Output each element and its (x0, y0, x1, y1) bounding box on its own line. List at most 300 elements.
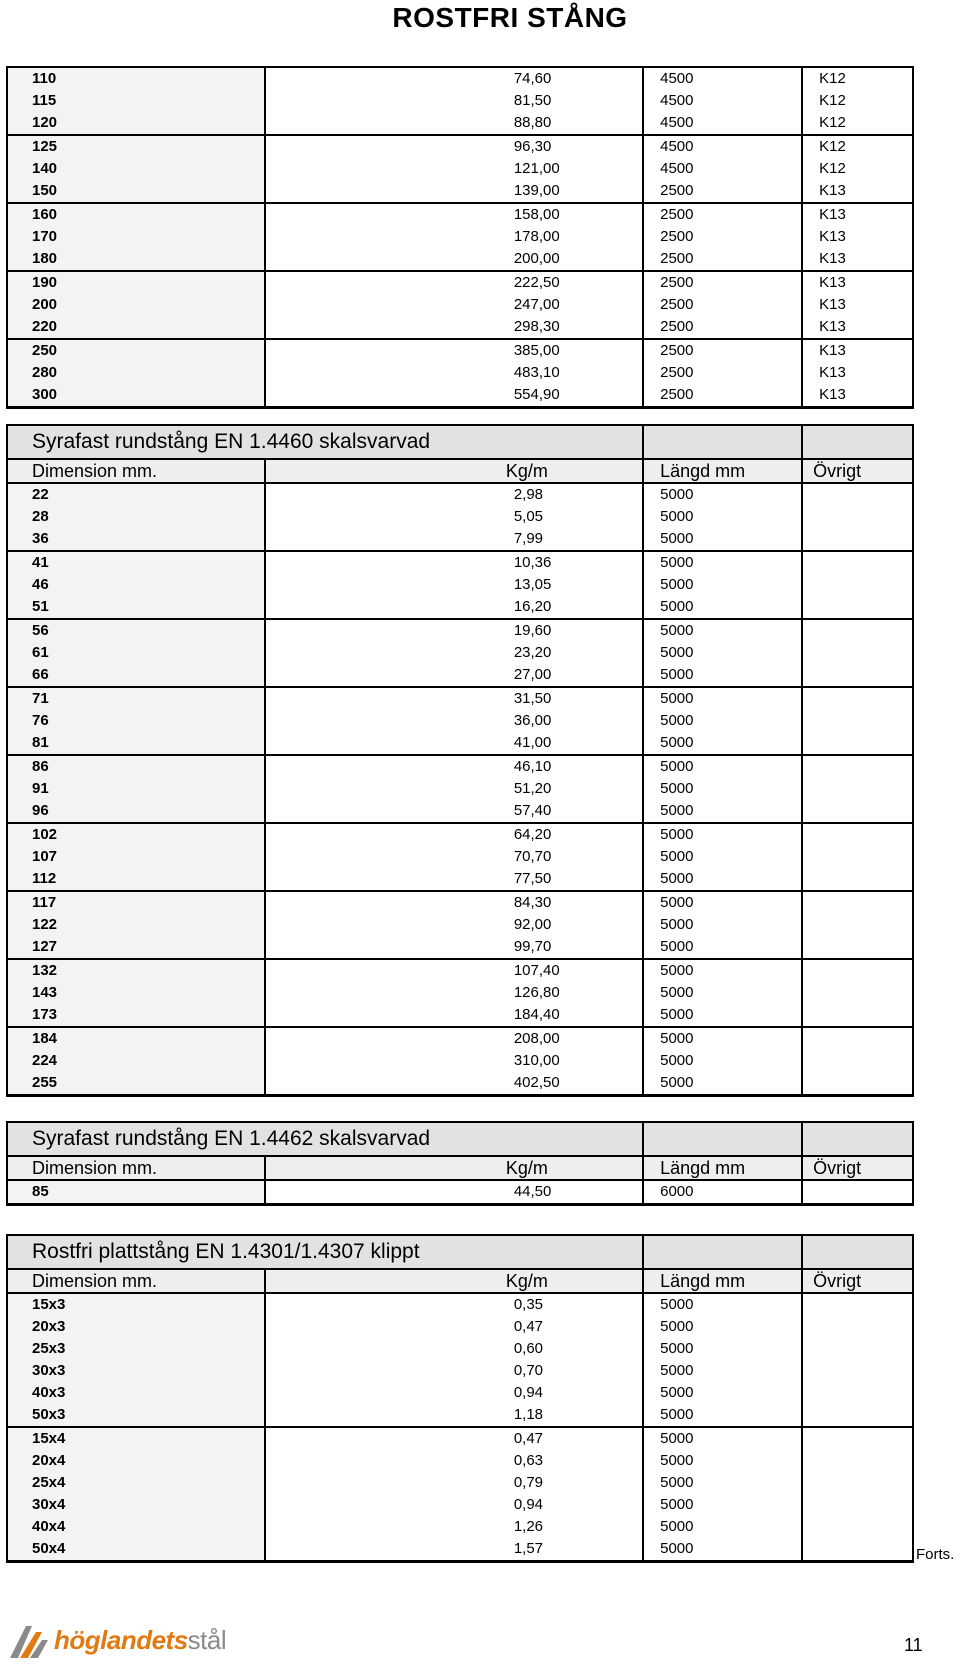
other-cell (802, 959, 913, 982)
weight-cell: 0,94 (265, 1382, 643, 1404)
dimension-cell: 200 (7, 294, 265, 316)
length-cell: 5000 (643, 800, 802, 823)
length-cell: 2500 (643, 248, 802, 271)
header-weight: Kg/m (265, 1269, 643, 1293)
table-row (7, 914, 913, 936)
table-row (7, 959, 913, 982)
dimension-cell: 36 (7, 528, 265, 551)
table-row (7, 710, 913, 732)
header-other: Övrigt (802, 1269, 913, 1293)
weight-cell: 200,00 (265, 248, 643, 271)
table-row (7, 1450, 913, 1472)
weight-cell: 402,50 (265, 1072, 643, 1096)
dimension-cell: 30x4 (7, 1494, 265, 1516)
header-weight: Kg/m (265, 1156, 643, 1180)
table-row (7, 1316, 913, 1338)
length-cell: 4500 (643, 135, 802, 158)
table-row (7, 316, 913, 339)
weight-cell: 178,00 (265, 226, 643, 248)
length-cell: 5000 (643, 778, 802, 800)
dimension-cell: 224 (7, 1050, 265, 1072)
table-row (7, 1050, 913, 1072)
other-cell: K13 (802, 339, 913, 362)
header-dimension: Dimension mm. (7, 1269, 265, 1293)
other-cell (802, 1027, 913, 1050)
length-cell: 4500 (643, 90, 802, 112)
page-title: ROSTFRI STÅNG (392, 2, 628, 33)
weight-cell: 298,30 (265, 316, 643, 339)
dimension-cell: 220 (7, 316, 265, 339)
table-row (7, 67, 913, 90)
length-cell: 2500 (643, 384, 802, 408)
section-title-filler (802, 1235, 913, 1269)
dimension-cell: 50x4 (7, 1538, 265, 1562)
table-row (7, 1404, 913, 1427)
dimension-cell: 180 (7, 248, 265, 271)
other-cell: K13 (802, 203, 913, 226)
length-cell: 5000 (643, 982, 802, 1004)
other-cell: K13 (802, 226, 913, 248)
section-title-filler (643, 1235, 802, 1269)
length-cell: 5000 (643, 1338, 802, 1360)
table-row (7, 619, 913, 642)
header-length: Längd mm (643, 1156, 802, 1180)
other-cell (802, 800, 913, 823)
other-cell (802, 574, 913, 596)
dimension-cell: 300 (7, 384, 265, 408)
table-row (7, 1494, 913, 1516)
length-cell: 5000 (643, 551, 802, 574)
other-cell (802, 551, 913, 574)
table-row (7, 180, 913, 203)
length-cell: 2500 (643, 362, 802, 384)
length-cell: 5000 (643, 1050, 802, 1072)
length-cell: 5000 (643, 732, 802, 755)
table-row (7, 574, 913, 596)
length-cell: 2500 (643, 271, 802, 294)
other-cell (802, 1450, 913, 1472)
dimension-cell: 61 (7, 642, 265, 664)
weight-cell: 2,98 (265, 483, 643, 506)
header-other: Övrigt (802, 1156, 913, 1180)
table-row (7, 846, 913, 868)
length-cell: 5000 (643, 936, 802, 959)
dimension-cell: 20x3 (7, 1316, 265, 1338)
other-cell: K13 (802, 316, 913, 339)
other-cell (802, 1404, 913, 1427)
dimension-cell: 40x4 (7, 1516, 265, 1538)
weight-cell: 0,60 (265, 1338, 643, 1360)
dimension-cell: 110 (7, 67, 265, 90)
weight-cell: 10,36 (265, 551, 643, 574)
other-cell: K12 (802, 135, 913, 158)
dimension-cell: 125 (7, 135, 265, 158)
table-row (7, 1293, 913, 1316)
table-row (7, 112, 913, 135)
length-cell: 5000 (643, 596, 802, 619)
header-length: Längd mm (643, 459, 802, 483)
table-row (7, 158, 913, 180)
weight-cell: 70,70 (265, 846, 643, 868)
dimension-cell: 66 (7, 664, 265, 687)
other-cell: K13 (802, 248, 913, 271)
dimension-cell: 15x4 (7, 1427, 265, 1450)
weight-cell: 158,00 (265, 203, 643, 226)
dimension-cell: 46 (7, 574, 265, 596)
weight-cell: 74,60 (265, 67, 643, 90)
other-cell: K12 (802, 112, 913, 135)
weight-cell: 92,00 (265, 914, 643, 936)
dimension-cell: 150 (7, 180, 265, 203)
length-cell: 5000 (643, 1027, 802, 1050)
length-cell: 5000 (643, 846, 802, 868)
weight-cell: 121,00 (265, 158, 643, 180)
other-cell (802, 710, 913, 732)
other-cell (802, 846, 913, 868)
dimension-cell: 102 (7, 823, 265, 846)
weight-cell: 0,47 (265, 1316, 643, 1338)
other-cell: K13 (802, 362, 913, 384)
weight-cell: 0,63 (265, 1450, 643, 1472)
table-row (7, 868, 913, 891)
other-cell: K12 (802, 90, 913, 112)
section-table-plattstang (6, 1234, 914, 1563)
other-cell (802, 1072, 913, 1096)
table-row (7, 271, 913, 294)
table-row (7, 506, 913, 528)
header-length: Längd mm (643, 1269, 802, 1293)
other-cell (802, 1427, 913, 1450)
dimension-cell: 107 (7, 846, 265, 868)
weight-cell: 46,10 (265, 755, 643, 778)
section-title-row (7, 1122, 913, 1156)
company-logo (8, 1620, 258, 1660)
table-row (7, 1004, 913, 1027)
table-row (7, 483, 913, 506)
other-cell (802, 778, 913, 800)
weight-cell: 16,20 (265, 596, 643, 619)
length-cell: 5000 (643, 1404, 802, 1427)
weight-cell: 0,94 (265, 1494, 643, 1516)
length-cell: 4500 (643, 67, 802, 90)
weight-cell: 554,90 (265, 384, 643, 408)
length-cell: 5000 (643, 1516, 802, 1538)
weight-cell: 27,00 (265, 664, 643, 687)
other-cell: K13 (802, 384, 913, 408)
table-row (7, 1472, 913, 1494)
dimension-cell: 250 (7, 339, 265, 362)
table-row (7, 1538, 913, 1562)
other-cell (802, 1316, 913, 1338)
weight-cell: 84,30 (265, 891, 643, 914)
table-row (7, 203, 913, 226)
length-cell: 5000 (643, 1004, 802, 1027)
dimension-cell: 160 (7, 203, 265, 226)
weight-cell: 247,00 (265, 294, 643, 316)
dimension-cell: 30x3 (7, 1360, 265, 1382)
dimension-cell: 170 (7, 226, 265, 248)
table-row (7, 982, 913, 1004)
table-row (7, 362, 913, 384)
section-title-filler (802, 1122, 913, 1156)
dimension-cell: 51 (7, 596, 265, 619)
length-cell: 5000 (643, 959, 802, 982)
length-cell: 5000 (643, 528, 802, 551)
length-cell: 2500 (643, 226, 802, 248)
other-cell (802, 664, 913, 687)
length-cell: 5000 (643, 755, 802, 778)
length-cell: 5000 (643, 1538, 802, 1562)
other-cell (802, 483, 913, 506)
table-row (7, 936, 913, 959)
other-cell (802, 642, 913, 664)
dimension-cell: 85 (7, 1180, 265, 1205)
other-cell (802, 936, 913, 959)
other-cell (802, 596, 913, 619)
length-cell: 5000 (643, 891, 802, 914)
length-cell: 5000 (643, 1427, 802, 1450)
table-row (7, 596, 913, 619)
weight-cell: 81,50 (265, 90, 643, 112)
other-cell: K13 (802, 294, 913, 316)
weight-cell: 107,40 (265, 959, 643, 982)
length-cell: 2500 (643, 203, 802, 226)
other-cell (802, 506, 913, 528)
other-cell: K13 (802, 180, 913, 203)
weight-cell: 23,20 (265, 642, 643, 664)
other-cell (802, 1004, 913, 1027)
length-cell: 5000 (643, 1293, 802, 1316)
other-cell (802, 687, 913, 710)
length-cell: 5000 (643, 1382, 802, 1404)
weight-cell: 1,57 (265, 1538, 643, 1562)
section-title-row (7, 1235, 913, 1269)
table-row (7, 1027, 913, 1050)
dimension-cell: 140 (7, 158, 265, 180)
other-cell (802, 982, 913, 1004)
length-cell: 5000 (643, 914, 802, 936)
dimension-cell: 15x3 (7, 1293, 265, 1316)
dimension-cell: 25x3 (7, 1338, 265, 1360)
other-cell (802, 823, 913, 846)
length-cell: 4500 (643, 158, 802, 180)
table-row (7, 687, 913, 710)
column-header-row (7, 1269, 913, 1293)
weight-cell: 385,00 (265, 339, 643, 362)
weight-cell: 222,50 (265, 271, 643, 294)
dimension-cell: 127 (7, 936, 265, 959)
weight-cell: 19,60 (265, 619, 643, 642)
table-row (7, 642, 913, 664)
other-cell: K13 (802, 271, 913, 294)
dimension-cell: 184 (7, 1027, 265, 1050)
other-cell: K12 (802, 67, 913, 90)
section-title: Rostfri plattstång EN 1.4301/1.4307 klippt (7, 1235, 643, 1269)
weight-cell: 0,70 (265, 1360, 643, 1382)
other-cell (802, 914, 913, 936)
length-cell: 2500 (643, 339, 802, 362)
weight-cell: 57,40 (265, 800, 643, 823)
section-table-4460 (6, 424, 914, 1097)
length-cell: 5000 (643, 1360, 802, 1382)
table-row (7, 778, 913, 800)
dimension-cell: 22 (7, 483, 265, 506)
section-title-row (7, 425, 913, 459)
weight-cell: 0,35 (265, 1293, 643, 1316)
table-row (7, 1180, 913, 1205)
weight-cell: 88,80 (265, 112, 643, 135)
weight-cell: 310,00 (265, 1050, 643, 1072)
weight-cell: 1,26 (265, 1516, 643, 1538)
length-cell: 6000 (643, 1180, 802, 1205)
other-cell (802, 1180, 913, 1205)
table-row (7, 528, 913, 551)
table-row (7, 339, 913, 362)
dimension-cell: 41 (7, 551, 265, 574)
column-header-row (7, 1156, 913, 1180)
length-cell: 5000 (643, 1072, 802, 1096)
weight-cell: 99,70 (265, 936, 643, 959)
continued-note: Forts. (916, 1546, 955, 1563)
length-cell: 5000 (643, 619, 802, 642)
length-cell: 5000 (643, 574, 802, 596)
other-cell (802, 1338, 913, 1360)
section-title: Syrafast rundstång EN 1.4460 skalsvarvad (7, 425, 643, 459)
weight-cell: 0,47 (265, 1427, 643, 1450)
dimension-cell: 115 (7, 90, 265, 112)
length-cell: 5000 (643, 823, 802, 846)
length-cell: 5000 (643, 1472, 802, 1494)
table-row (7, 384, 913, 408)
dimension-cell: 120 (7, 112, 265, 135)
table-row (7, 732, 913, 755)
table-row (7, 294, 913, 316)
dimension-cell: 190 (7, 271, 265, 294)
dimension-cell: 28 (7, 506, 265, 528)
weight-cell: 208,00 (265, 1027, 643, 1050)
length-cell: 5000 (643, 1450, 802, 1472)
weight-cell: 96,30 (265, 135, 643, 158)
section-table-4462 (6, 1121, 914, 1206)
weight-cell: 41,00 (265, 732, 643, 755)
table-row (7, 1516, 913, 1538)
length-cell: 2500 (643, 316, 802, 339)
table-row (7, 755, 913, 778)
length-cell: 4500 (643, 112, 802, 135)
table-row (7, 90, 913, 112)
length-cell: 5000 (643, 710, 802, 732)
dimension-cell: 143 (7, 982, 265, 1004)
dimension-cell: 280 (7, 362, 265, 384)
length-cell: 2500 (643, 294, 802, 316)
table-row (7, 226, 913, 248)
dimension-cell: 40x3 (7, 1382, 265, 1404)
dimension-cell: 20x4 (7, 1450, 265, 1472)
table-row (7, 823, 913, 846)
length-cell: 5000 (643, 1494, 802, 1516)
length-cell: 5000 (643, 483, 802, 506)
weight-cell: 126,80 (265, 982, 643, 1004)
other-cell (802, 1293, 913, 1316)
length-cell: 5000 (643, 868, 802, 891)
logo-wordmark (54, 1624, 226, 1656)
header-dimension: Dimension mm. (7, 459, 265, 483)
logo-wordmark-part2: stål (187, 1625, 227, 1655)
table-row (7, 1382, 913, 1404)
weight-cell: 1,18 (265, 1404, 643, 1427)
section-title: Syrafast rundstång EN 1.4462 skalsvarvad (7, 1122, 643, 1156)
other-cell (802, 1516, 913, 1538)
weight-cell: 77,50 (265, 868, 643, 891)
dimension-cell: 56 (7, 619, 265, 642)
other-cell (802, 528, 913, 551)
dimension-cell: 173 (7, 1004, 265, 1027)
other-cell (802, 1382, 913, 1404)
table-row (7, 1338, 913, 1360)
table-row (7, 135, 913, 158)
table-row (7, 800, 913, 823)
weight-cell: 483,10 (265, 362, 643, 384)
weight-cell: 31,50 (265, 687, 643, 710)
price-table-top (6, 66, 914, 409)
length-cell: 5000 (643, 642, 802, 664)
weight-cell: 44,50 (265, 1180, 643, 1205)
logo-wordmark-part1: höglandets (54, 1625, 188, 1655)
length-cell: 5000 (643, 664, 802, 687)
dimension-cell: 255 (7, 1072, 265, 1096)
dimension-cell: 76 (7, 710, 265, 732)
table-row (7, 1427, 913, 1450)
other-cell (802, 755, 913, 778)
other-cell (802, 732, 913, 755)
length-cell: 5000 (643, 506, 802, 528)
weight-cell: 13,05 (265, 574, 643, 596)
section-title-filler (802, 425, 913, 459)
other-cell (802, 1538, 913, 1562)
header-dimension: Dimension mm. (7, 1156, 265, 1180)
table-row (7, 891, 913, 914)
dimension-cell: 91 (7, 778, 265, 800)
dimension-cell: 81 (7, 732, 265, 755)
dimension-cell: 122 (7, 914, 265, 936)
length-cell: 5000 (643, 1316, 802, 1338)
other-cell (802, 1050, 913, 1072)
dimension-cell: 96 (7, 800, 265, 823)
dimension-cell: 132 (7, 959, 265, 982)
table-row (7, 1360, 913, 1382)
length-cell: 5000 (643, 687, 802, 710)
other-cell (802, 868, 913, 891)
dimension-cell: 25x4 (7, 1472, 265, 1494)
page-number: 11 (904, 1635, 923, 1655)
weight-cell: 64,20 (265, 823, 643, 846)
weight-cell: 36,00 (265, 710, 643, 732)
section-title-filler (643, 425, 802, 459)
table-row (7, 664, 913, 687)
other-cell (802, 891, 913, 914)
header-other: Övrigt (802, 459, 913, 483)
dimension-cell: 112 (7, 868, 265, 891)
table-row (7, 551, 913, 574)
other-cell: K12 (802, 158, 913, 180)
weight-cell: 139,00 (265, 180, 643, 203)
logo-mark-icon (8, 1620, 52, 1660)
weight-cell: 5,05 (265, 506, 643, 528)
other-cell (802, 619, 913, 642)
length-cell: 2500 (643, 180, 802, 203)
weight-cell: 0,79 (265, 1472, 643, 1494)
other-cell (802, 1472, 913, 1494)
